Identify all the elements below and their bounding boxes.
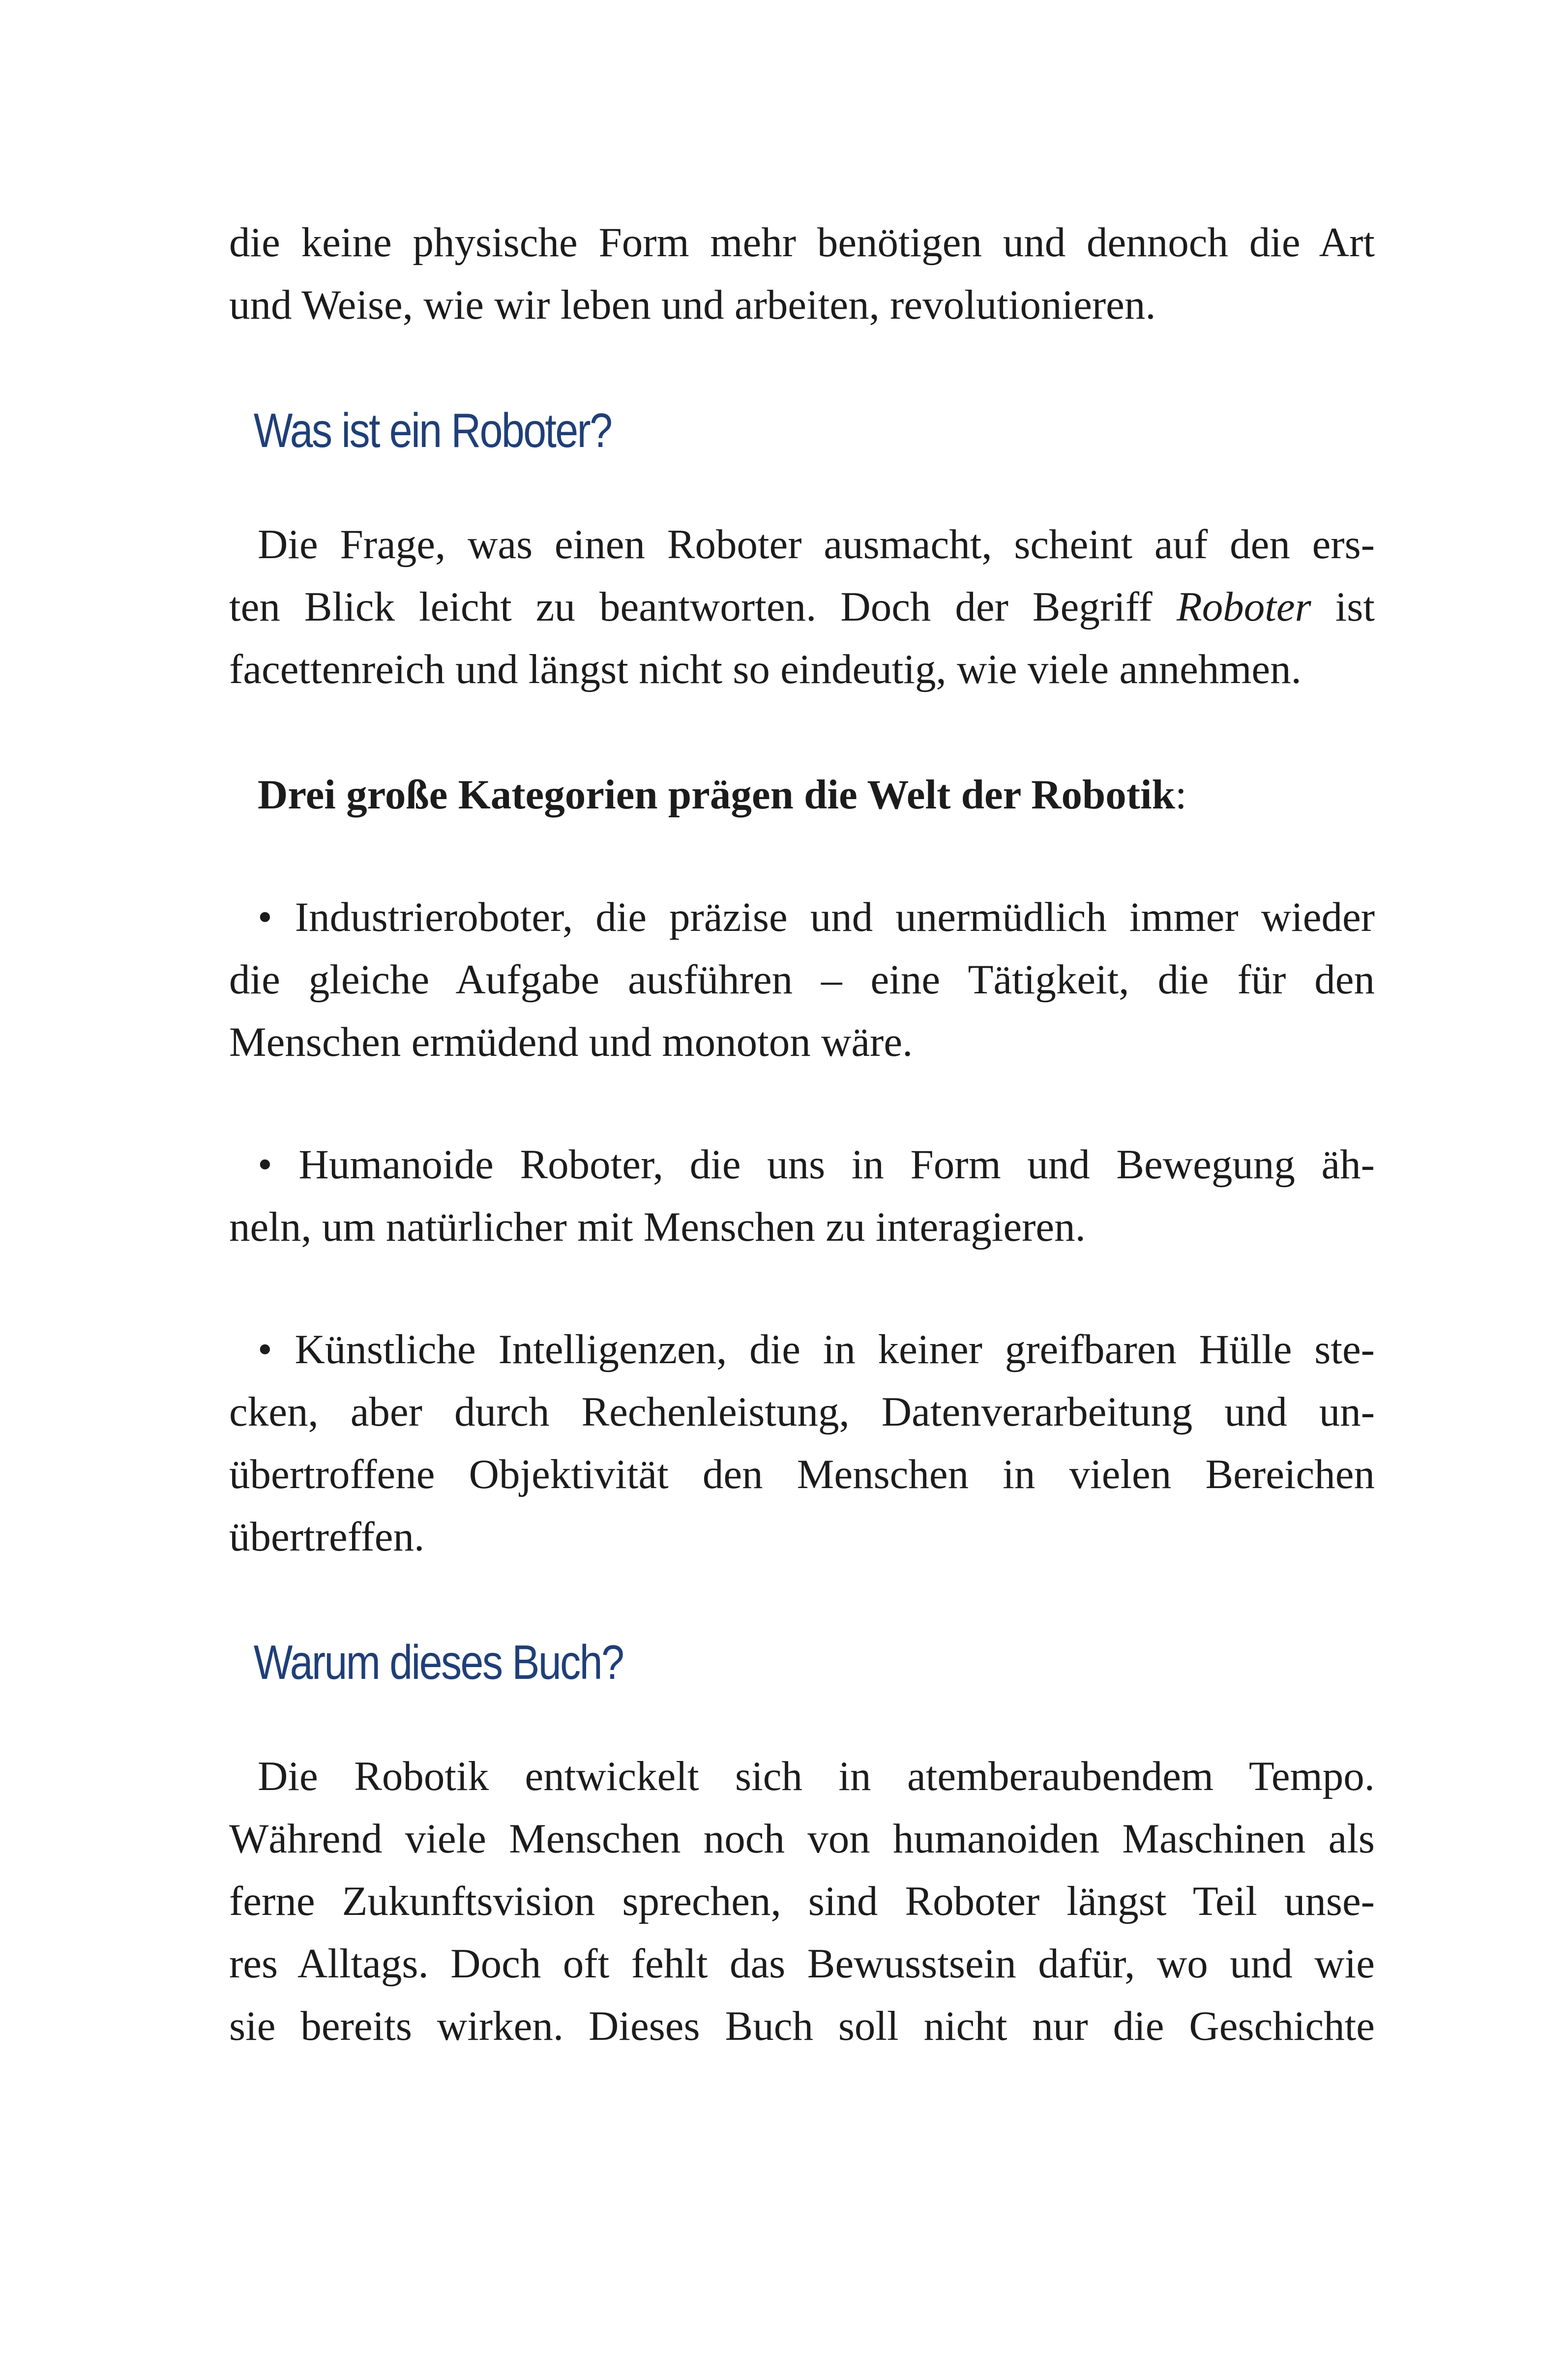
definition-paragraph [229, 513, 1375, 701]
definition-line-1: Die Frage, was einen Roboter ausmacht, scheint auf den ers- [258, 521, 1375, 567]
categories-intro-bold: Drei große Kategorien prägen die Welt der Robotik [258, 772, 1175, 818]
bullet-1-line-3: Menschen ermüdend und monoton wäre. [229, 1019, 913, 1065]
motivation-line-3: ferne Zukunftsvision sprechen, sind Roboter längst Teil unse- [229, 1878, 1375, 1924]
categories-intro-colon: : [1175, 772, 1187, 818]
intro-paragraph [229, 211, 1375, 336]
motivation-line-1: Die Robotik entwickelt sich in atemberaubendem Tempo. [258, 1753, 1375, 1799]
motivation-line-2: Während viele Menschen noch von humanoiden Maschinen als [229, 1816, 1375, 1862]
bullet-3-line-2: cken, aber durch Rechenleistung, Datenverarbeitung und un- [229, 1389, 1375, 1435]
section-heading-warum-dieses-buch: Warum dieses Buch? [253, 1635, 623, 1689]
motivation-line-4: res Alltags. Doch oft fehlt das Bewusstsein dafür, wo und wie [229, 1940, 1375, 1987]
bullet-1-line-1: • Industrieroboter, die präzise und unermüdlich immer wieder [258, 894, 1375, 940]
bullet-3-line-1: • Künstliche Intelligenzen, die in keiner greifbaren Hülle ste- [258, 1326, 1375, 1373]
section-heading-was-ist-ein-roboter: Was ist ein Roboter? [253, 403, 612, 457]
bullet-1-line-2: die gleiche Aufgabe ausführen – eine Tätigkeit, die für den [229, 956, 1375, 1003]
definition-line-2-end: ist [1311, 584, 1375, 630]
bullet-item-industrieroboter [229, 886, 1375, 1074]
bullet-3-line-3: übertroffene Objektivität den Menschen in vielen Bereichen [229, 1451, 1375, 1497]
definition-line-2 [229, 576, 1375, 638]
intro-line-1: die keine physische Form mehr benötigen und dennoch die Art [229, 219, 1375, 266]
intro-line-2: und Weise, wie wir leben und arbeiten, revolutionieren. [229, 282, 1156, 328]
bullet-item-kuenstliche-intelligenzen [229, 1318, 1375, 1568]
definition-line-2-start: ten Blick leicht zu beantworten. Doch der Begriff [229, 584, 1177, 630]
motivation-line-5: sie bereits wirken. Dieses Buch soll nicht nur die Geschichte [229, 2003, 1375, 2049]
bullet-2-line-1: • Humanoide Roboter, die uns in Form und Bewegung äh- [258, 1141, 1375, 1188]
bullet-item-humanoide-roboter [229, 1134, 1375, 1258]
book-page [229, 211, 1375, 2058]
categories-intro [229, 764, 1375, 826]
definition-line-3: facettenreich und längst nicht so eindeutig, wie viele annehmen. [229, 646, 1302, 692]
definition-term-roboter: Roboter [1176, 584, 1311, 630]
bullet-3-line-4: übertreffen. [229, 1514, 425, 1560]
motivation-paragraph [229, 1745, 1375, 2058]
bullet-2-line-2: neln, um natürlicher mit Menschen zu interagieren. [229, 1204, 1086, 1250]
